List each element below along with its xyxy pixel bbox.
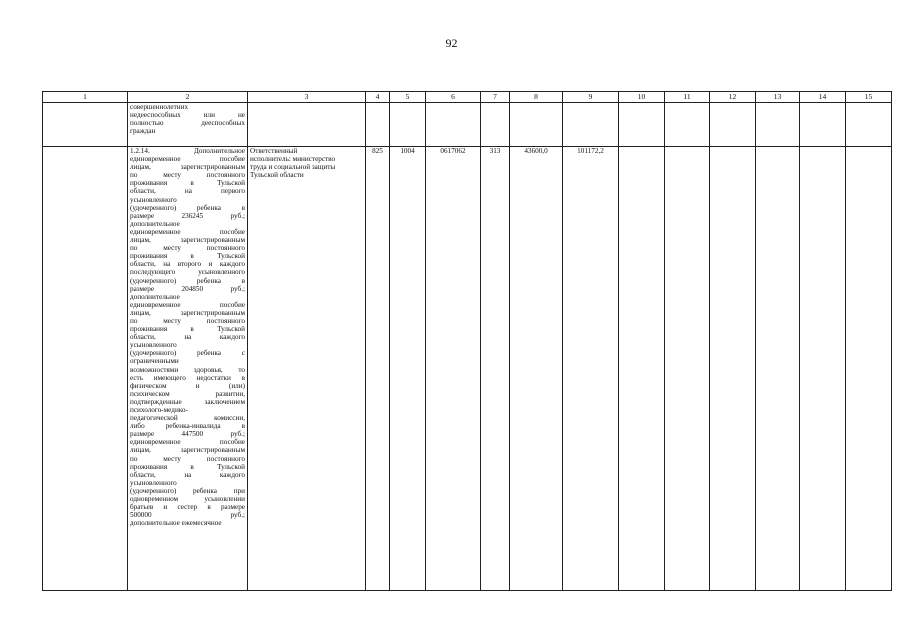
cell-text-line: психическом развитии, xyxy=(130,389,245,398)
table-cell xyxy=(619,103,665,147)
cell-text-line: есть имеющего недостатки в xyxy=(130,373,245,382)
cell-text-line: психолого-медико- xyxy=(130,406,188,414)
cell-text-line: совершеннолетних xyxy=(130,103,189,111)
table-cell xyxy=(43,103,128,147)
row2-col9: 101172,2 xyxy=(563,147,619,591)
table-cell xyxy=(426,103,481,147)
page-number: 92 xyxy=(445,36,458,50)
cell-text-line: (удочеренного) ребенка с xyxy=(130,349,245,358)
cell-text-line: недееспособных или не xyxy=(130,111,245,120)
header-cell: 11 xyxy=(665,92,710,103)
header-cell: 2 xyxy=(128,92,248,103)
table-cell xyxy=(481,103,510,147)
cell-text-line: лицам, зарегистрированным xyxy=(130,236,245,245)
header-cell: 10 xyxy=(619,92,665,103)
cell-text-line: по месту постоянного xyxy=(130,316,245,325)
cell-text-line: дополнительное xyxy=(130,219,180,228)
table-cell xyxy=(248,103,366,147)
table-cell xyxy=(563,103,619,147)
table-cell xyxy=(846,103,892,147)
table-cell xyxy=(800,103,846,147)
cell-text-line: 500000 руб.; xyxy=(130,511,245,520)
cell-text-line: лицам, зарегистрированным xyxy=(130,163,245,172)
cell-text-line: проживания в Тульской xyxy=(130,462,245,471)
cell-text-line: проживания в Тульской xyxy=(130,325,245,334)
header-cell: 3 xyxy=(248,92,366,103)
cell-text-line: Тульской области xyxy=(250,171,304,180)
row2-col8: 43600,0 xyxy=(510,147,563,591)
cell-text-line: по месту постоянного xyxy=(130,244,245,253)
cell-text-line: дополнительное ежемесячное xyxy=(130,519,222,528)
table-row xyxy=(43,147,892,591)
cell-text-line: полностью дееспособных xyxy=(130,119,245,128)
cell-text-line: по месту постоянного xyxy=(130,171,245,180)
cell-text-line: размере 204850 руб.; xyxy=(130,284,245,293)
cell-text-line: ограниченными xyxy=(130,357,179,366)
header-cell: 5 xyxy=(390,92,426,103)
cell-text-line: одновременном усыновлении xyxy=(130,495,245,504)
cell-text-line: труда и социальной защиты xyxy=(250,163,336,172)
table-cell xyxy=(510,103,563,147)
row2-description xyxy=(128,147,248,591)
header-cell: 9 xyxy=(563,92,619,103)
cell-text-line: граждан xyxy=(130,127,156,136)
cell-text-line: усыновленного xyxy=(130,478,177,487)
row2-col5: 1004 xyxy=(390,147,426,591)
cell-text-line: (удочеренного) ребенка при xyxy=(130,486,245,495)
table-cell xyxy=(366,103,390,147)
row2-col7: 313 xyxy=(481,147,510,591)
cell-text-line: единовременное пособие xyxy=(130,155,245,164)
cell-text-line: проживания в Тульской xyxy=(130,252,245,261)
table-cell xyxy=(756,103,800,147)
cell-text-line: усыновленного xyxy=(130,195,177,204)
header-cell: 14 xyxy=(800,92,846,103)
cell-text-line: по месту постоянного xyxy=(130,454,245,463)
table-cell xyxy=(710,103,756,147)
header-cell: 12 xyxy=(710,92,756,103)
cell-text-line: (удочеренного) ребенка в xyxy=(130,276,245,285)
table-row xyxy=(43,103,892,147)
table-cell xyxy=(665,103,710,147)
cell-text-line: подтвержденные заключением xyxy=(130,397,245,406)
table-cell xyxy=(665,147,710,591)
cell-text-line: Ответственный xyxy=(250,147,298,155)
cell-text-line: братьев и сестер в размере xyxy=(130,503,245,512)
table-cell xyxy=(800,147,846,591)
cell-text-line: единовременное пособие xyxy=(130,227,245,236)
cell-text-line: (удочеренного) ребенка в xyxy=(130,203,245,212)
row2-executor xyxy=(248,147,366,591)
cell-text-line: усыновленного xyxy=(130,341,177,350)
header-cell: 15 xyxy=(846,92,892,103)
cell-text-line: области, на каждого xyxy=(130,333,245,342)
cell-text-line: педагогической комиссии, xyxy=(130,414,245,423)
row2-col6: 0617062 xyxy=(426,147,481,591)
cell-text-line: 1.2.14. Дополнительное xyxy=(130,147,245,155)
header-row xyxy=(43,92,892,103)
cell-text-line: области, на первого xyxy=(130,187,245,196)
cell-text-line: области, на второго и каждого xyxy=(130,260,245,269)
row2-col4: 825 xyxy=(366,147,390,591)
cell-text-line: проживания в Тульской xyxy=(130,179,245,188)
table-cell xyxy=(846,147,892,591)
cell-text-line: последующего усыновленного xyxy=(130,268,245,277)
header-cell: 6 xyxy=(426,92,481,103)
cell-text-line: исполнитель: министерство xyxy=(250,155,336,164)
cell-text-line: дополнительное xyxy=(130,292,180,301)
budget-table xyxy=(42,91,892,591)
table-cell xyxy=(619,147,665,591)
header-cell: 4 xyxy=(366,92,390,103)
cell-text-line: лицам, зарегистрированным xyxy=(130,308,245,317)
cell-text-line: либо ребенка-инвалида в xyxy=(130,422,245,431)
table-cell xyxy=(43,147,128,591)
table-cell xyxy=(390,103,426,147)
header-cell: 8 xyxy=(510,92,563,103)
table-cell xyxy=(756,147,800,591)
cell-text-line: единовременное пособие xyxy=(130,300,245,309)
cell-text-line: лицам, зарегистрированным xyxy=(130,446,245,455)
cell-text-line: возможностями здоровья, то xyxy=(130,365,245,374)
header-cell: 13 xyxy=(756,92,800,103)
cell-text-line: размере 236245 руб.; xyxy=(130,211,245,220)
row1-description xyxy=(128,103,248,147)
cell-text-line: единовременное пособие xyxy=(130,438,245,447)
header-cell: 7 xyxy=(481,92,510,103)
table-cell xyxy=(710,147,756,591)
cell-text-line: физическом и (или) xyxy=(130,381,245,390)
header-cell: 1 xyxy=(43,92,128,103)
cell-text-line: размере 447500 руб.; xyxy=(130,430,245,439)
cell-text-line: области, на каждого xyxy=(130,470,245,479)
